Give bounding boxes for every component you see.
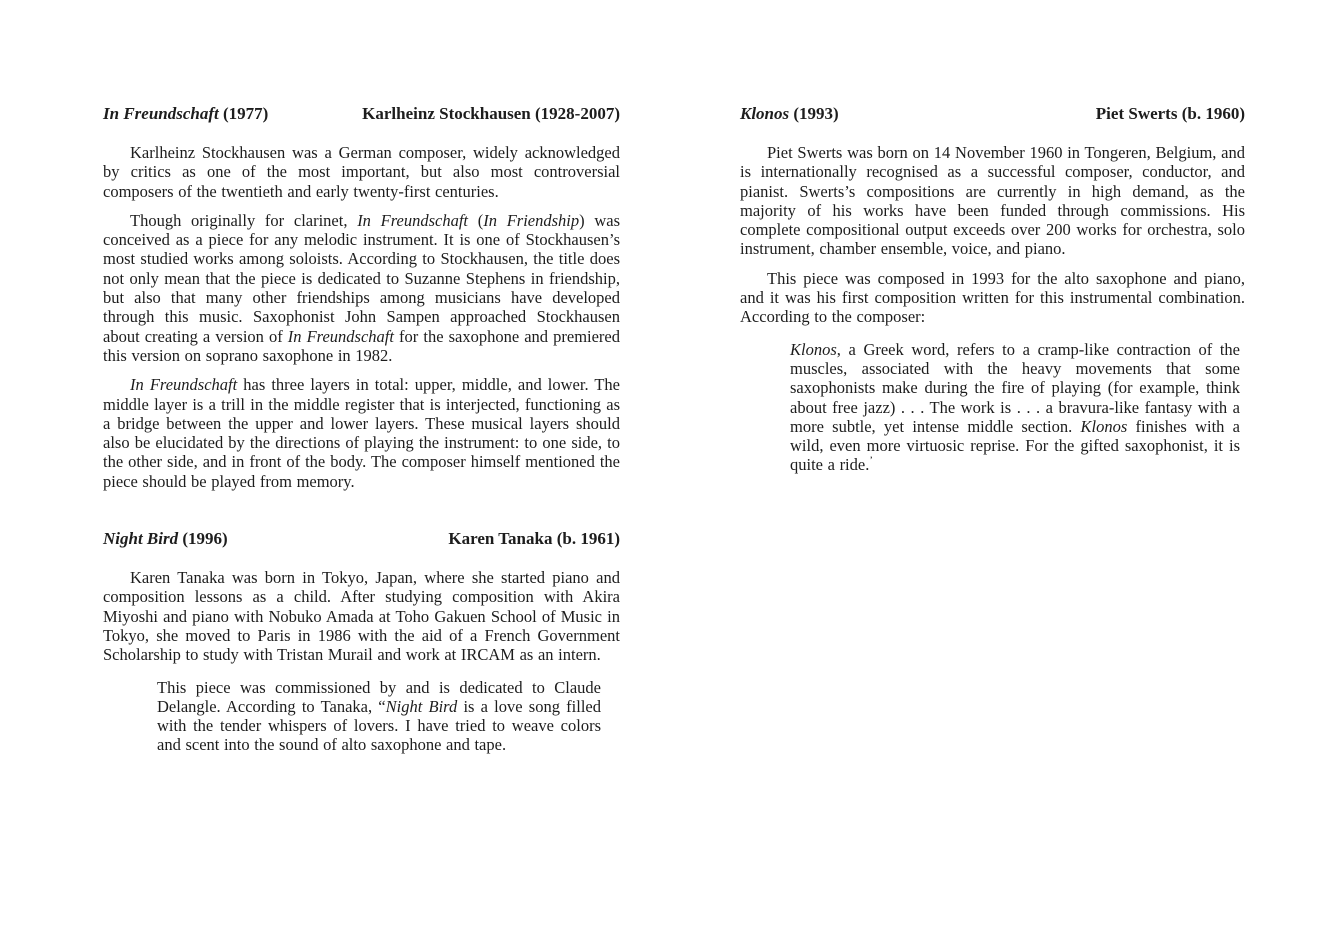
piece-title: In Freundschaft [103, 104, 219, 123]
text-run: for the saxophone and premiered this version on soprano saxophone in 1982. [103, 326, 620, 365]
text-run: finishes with a wild, even more virtuosic reprise. For the gifted saxophonist, it is quite a ride. [790, 416, 1240, 475]
piece-year: (1977) [218, 104, 269, 123]
composer-name: Karlheinz Stockhausen (1928-2007) [362, 104, 620, 123]
piece-year: (1996) [178, 529, 228, 549]
piece-title-group [740, 104, 839, 124]
piece-year: (1993) [789, 104, 839, 123]
block-quote [157, 678, 601, 755]
piece-heading [103, 104, 620, 124]
paragraph [740, 143, 1245, 259]
piece-title-group [103, 104, 268, 124]
text-run: has three layers in total: upper, middle, and lower. The middle layer is a trill in the middle register that is interjected, functioning as a bridge between the upper and lower layers. These musical layers should also be elucidated by the directions of playing the instrument: to one side, to the other side, and in front of the body. The composer himself mentioned the piece should be played from memory. [103, 375, 620, 491]
piece-section [740, 104, 1245, 475]
page-right-column [740, 104, 1245, 485]
paragraph [103, 375, 620, 491]
block-quote [790, 340, 1240, 475]
text-run: ’ [869, 454, 874, 467]
text-run: Piet Swerts was born on 14 November 1960 in Tongeren, Belgium, and is internationally recognised as a successful composer, conductor, and pianist. Swerts’s compositions are currently in high demand, as the majority of his works have been funded through commissions. His complete compositional output exceeds over 200 works for orchestra, solo instrument, chamber ensemble, voice, and piano. [740, 143, 1245, 259]
paragraph [103, 568, 620, 664]
page-left-column [103, 104, 620, 765]
piece-title: Klonos [740, 104, 790, 123]
paragraph [103, 211, 620, 365]
text-run: In Freundschaft [287, 326, 394, 346]
text-run: Though originally for clarinet, [130, 210, 358, 230]
text-run: , a Greek word, refers to a cramp-like contraction of the muscles, associated with the heavy movements that some saxophonists make during the fire of playing (for example, think about free jazz) . . . The work is . . . a bravura-like fantasy with a more subtle, yet intense middle section. [790, 339, 1240, 436]
piece-title: Night Bird [103, 529, 179, 549]
piece-heading [103, 529, 620, 549]
text-run: This piece was composed in 1993 for the alto saxophone and piano, and it was his first composition written for this instrumental combination. According to the composer: [740, 268, 1245, 327]
text-run: Karlheinz Stockhausen was a German composer, widely acknowledged by critics as one of the most important, but also most controversial composers of the twentieth and early twenty-first centuries. [103, 143, 620, 201]
piece-heading [740, 104, 1245, 124]
text-run: ) was conceived as a piece for any melodic instrument. It is one of Stockhausen’s most studied works among soloists. According to Stockhausen, the title does not only mean that the piece is dedicated to Suzanne Stephens in friendship, but also that many other friendships among musicians have developed through this music. Saxophonist John Sampen approached Stockhausen about creating a version of [103, 210, 620, 346]
piece-section [103, 529, 620, 755]
composer-name: Piet Swerts (b. 1960) [1095, 104, 1245, 123]
text-run: In Freundschaft [130, 375, 238, 395]
paragraph [740, 269, 1245, 327]
text-run: Karen Tanaka was born in Tokyo, Japan, where she started piano and composition lessons as a child. After studying composition with Akira Miyoshi and piano with Nobuko Amada at Toho Gakuen School of Music in Tokyo, she moved to Paris in 1986 with the aid of a French Government Scholarship to study with Tristan Murail and work at IRCAM as an intern. [103, 568, 620, 665]
text-run: This piece was commissioned by and is dedicated to Claude Delangle. According to Tanaka, “ [157, 677, 601, 716]
text-run: is a love song filled with the tender whispers of lovers. I have tried to weave colors and scent into the sound of alto saxophone and tape. [157, 696, 601, 755]
piece-title-group [103, 529, 228, 549]
text-run: In Friendship [483, 210, 580, 230]
text-run: Night Bird [385, 696, 458, 716]
paragraph [103, 143, 620, 201]
text-run: Klonos [790, 339, 837, 359]
composer-name: Karen Tanaka (b. 1961) [448, 529, 620, 549]
piece-section [103, 104, 620, 491]
text-run: ( [468, 210, 484, 230]
text-run: Klonos [1080, 416, 1128, 436]
text-run: In Freundschaft [357, 210, 469, 230]
